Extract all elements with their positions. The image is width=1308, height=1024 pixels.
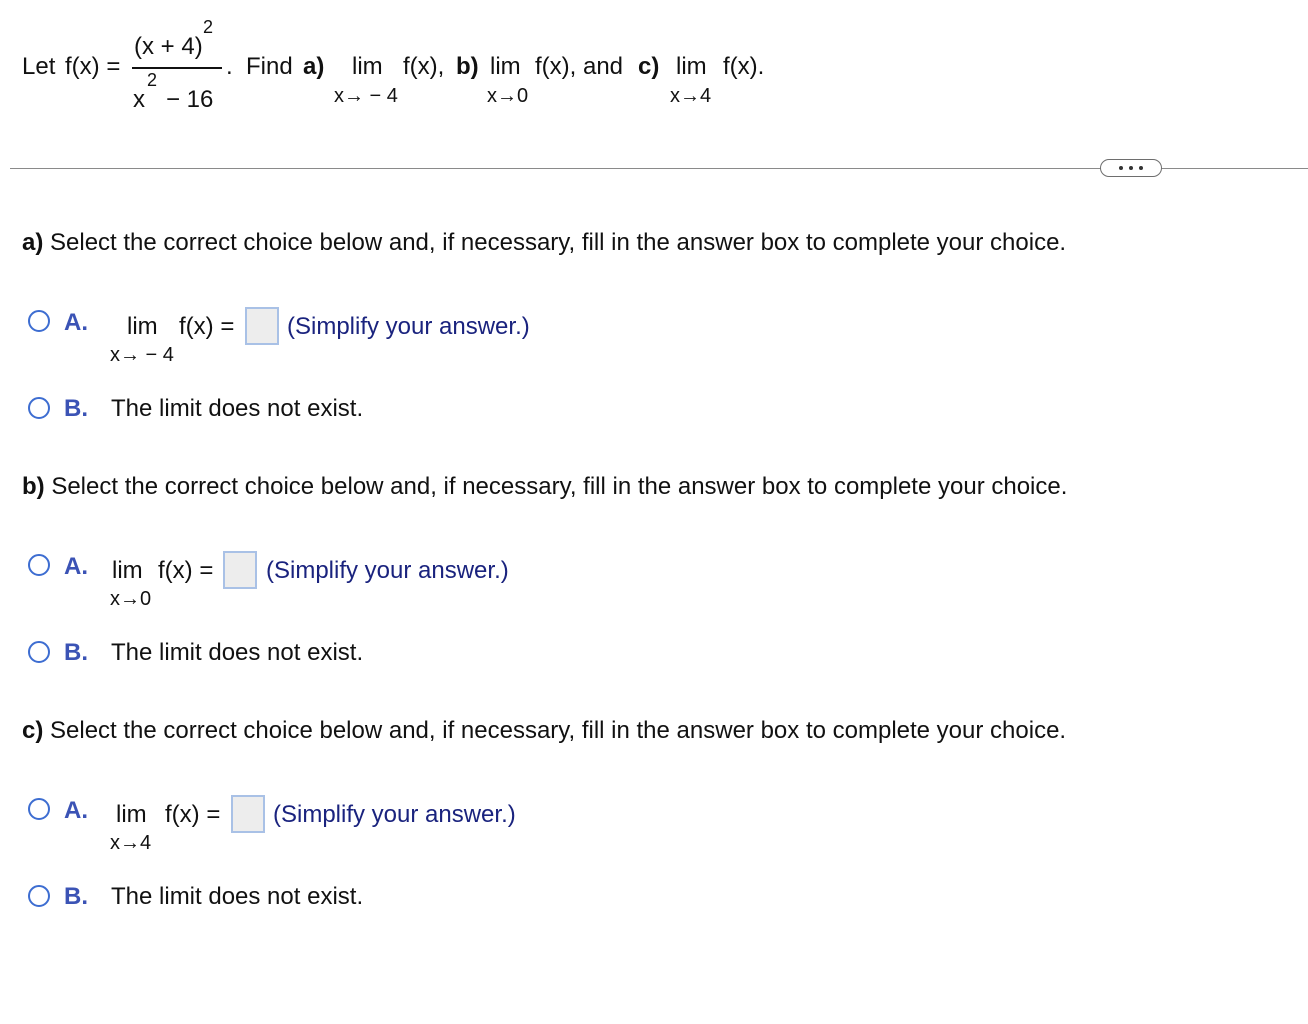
radio-c-option-a[interactable] — [28, 798, 50, 820]
option-a-lim: lim — [116, 801, 147, 828]
lim-a: lim — [352, 53, 383, 80]
expr-b: f(x), and — [535, 53, 624, 80]
expr-c: f(x). — [723, 53, 765, 80]
lim-b: lim — [490, 53, 521, 80]
option-b-text: The limit does not exist. — [111, 883, 364, 910]
denominator-exponent: 2 — [147, 70, 158, 90]
option-a-lim: lim — [127, 313, 158, 340]
option-a-sub: x→4 — [110, 832, 152, 854]
simplify-hint-c: (Simplify your answer.) — [273, 801, 516, 828]
period: . — [226, 53, 233, 80]
radio-a-option-b[interactable] — [28, 397, 50, 419]
ellipsis-icon — [1119, 166, 1123, 170]
numerator-exponent: 2 — [203, 17, 214, 37]
part-c-prompt: c) Select the correct choice below and, if necessary, fill in the answer box to complete your choice. — [22, 717, 1067, 744]
option-a-fx: f(x) = — [179, 313, 235, 340]
find-word: Find — [246, 53, 293, 80]
fraction-numerator: (x + 4) — [134, 33, 203, 60]
lim-c: lim — [676, 53, 707, 80]
option-a-letter: A. — [64, 797, 88, 824]
sub-b: x→0 — [487, 85, 529, 107]
answer-box-a[interactable] — [245, 307, 279, 345]
option-b-text: The limit does not exist. — [111, 395, 364, 422]
sub-c: x→4 — [670, 85, 712, 107]
denominator-rest: − 16 — [166, 86, 214, 113]
radio-b-option-b[interactable] — [28, 641, 50, 663]
simplify-hint-b: (Simplify your answer.) — [266, 557, 509, 584]
option-a-sub: x→ − 4 — [110, 344, 174, 366]
denominator-x: x — [133, 86, 145, 113]
option-a-lim: lim — [112, 557, 143, 584]
option-a-sub: x→0 — [110, 588, 152, 610]
option-b-letter: B. — [64, 639, 88, 666]
fraction-bar — [132, 67, 222, 69]
function-label: f(x) = — [65, 53, 121, 80]
more-options-button[interactable] — [1100, 159, 1162, 177]
part-b-prompt: b) Select the correct choice below and, if necessary, fill in the answer box to complete your choice. — [22, 473, 1068, 500]
simplify-hint-a: (Simplify your answer.) — [287, 313, 530, 340]
part-c-label: c) — [638, 53, 660, 80]
option-a-fx: f(x) = — [165, 801, 221, 828]
radio-b-option-a[interactable] — [28, 554, 50, 576]
option-b-letter: B. — [64, 395, 88, 422]
part-a-prompt: a) Select the correct choice below and, if necessary, fill in the answer box to complete your choice. — [22, 229, 1067, 256]
part-b-label: b) — [456, 53, 479, 80]
part-a-label: a) — [303, 53, 325, 80]
option-a-letter: A. — [64, 553, 88, 580]
option-b-text: The limit does not exist. — [111, 639, 364, 666]
answer-box-b[interactable] — [223, 551, 257, 589]
expr-a: f(x), — [403, 53, 445, 80]
radio-a-option-a[interactable] — [28, 310, 50, 332]
option-a-fx: f(x) = — [158, 557, 214, 584]
option-b-letter: B. — [64, 883, 88, 910]
sub-a: x→ − 4 — [334, 85, 398, 107]
radio-c-option-b[interactable] — [28, 885, 50, 907]
answer-box-c[interactable] — [231, 795, 265, 833]
let-word: Let — [22, 53, 56, 80]
option-a-letter: A. — [64, 309, 88, 336]
